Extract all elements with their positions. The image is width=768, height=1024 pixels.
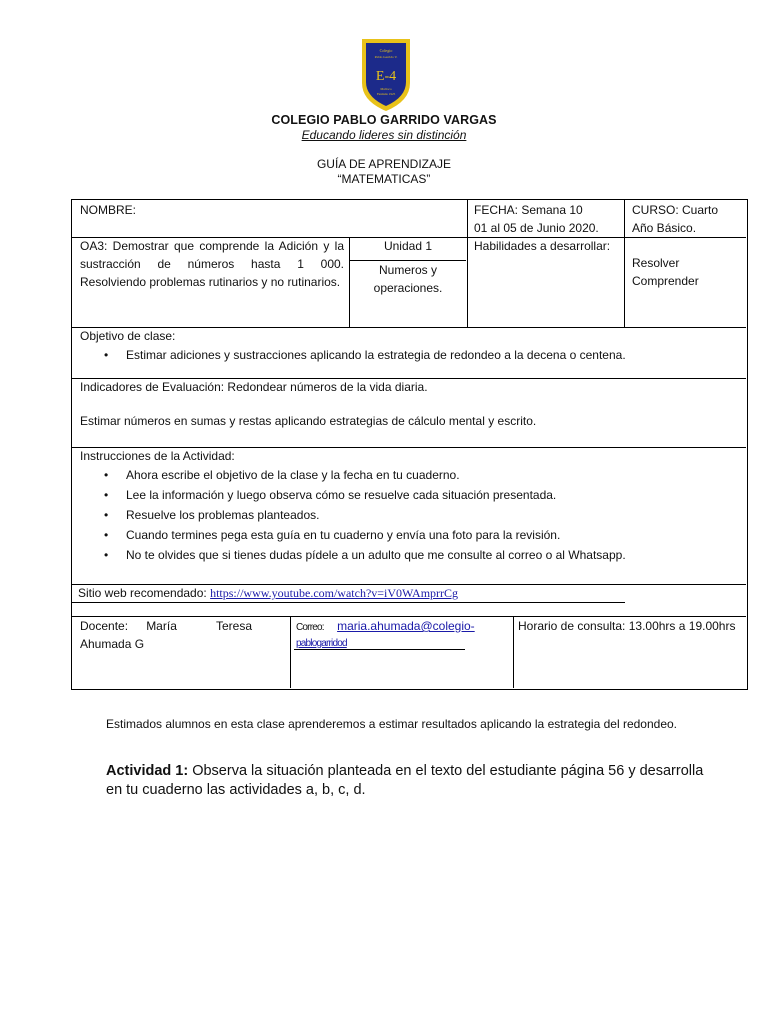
skill-resolver: Resolver bbox=[632, 256, 680, 270]
instruction-item: • Lee la información y luego observa cómo se resuelve cada situación presentada. bbox=[80, 485, 740, 505]
guide-title: GUÍA DE APRENDIZAJE bbox=[316, 157, 452, 171]
course-line-2: Año Básico. bbox=[632, 221, 697, 235]
consultation-schedule: Horario de consulta: 13.00hrs a 19.00hrs bbox=[518, 619, 736, 633]
svg-text:E-4: E-4 bbox=[375, 69, 397, 84]
instruction-item: • No te olvides que si tienes dudas pídele a un adulto que me consulte al correo o al Whatsapp. bbox=[80, 545, 740, 565]
email-link[interactable]: maria.ahumada@colegio- bbox=[337, 619, 475, 633]
teacher-label: Docente: bbox=[80, 619, 129, 633]
website-label: Sitio web recomendado: bbox=[78, 586, 207, 600]
evaluation-indicators bbox=[80, 378, 740, 430]
instructions-label: Instrucciones de la Actividad: bbox=[80, 449, 235, 463]
activity-description: Observa la situación planteada en el texto del estudiante página 56 y desarrolla en tu cuaderno las actividades a, b, c, d. bbox=[106, 763, 704, 798]
learning-objective-oa3: OA3: Demostrar que comprende la Adición y la sustracción de números hasta 1 000. Resolviendo problemas rutinarios y no rutinarios. bbox=[80, 239, 344, 289]
svg-text:Malloco: Malloco bbox=[380, 87, 392, 91]
school-motto: Educando lideres sin distinción bbox=[301, 128, 467, 142]
course-cell bbox=[632, 201, 718, 237]
teacher-cell bbox=[80, 617, 252, 653]
email-label: Correo: bbox=[296, 622, 324, 633]
date-range: 01 al 05 de Junio 2020. bbox=[474, 221, 599, 235]
svg-text:Pablo Garrido V.: Pablo Garrido V. bbox=[374, 55, 398, 59]
youtube-video-link[interactable]: https://www.youtube.com/watch?v=iV0WAmprrCg bbox=[210, 586, 459, 600]
skills-list bbox=[632, 254, 699, 290]
school-name: COLEGIO PABLO GARRIDO VARGAS bbox=[271, 113, 497, 127]
activity-label: Actividad 1: bbox=[106, 763, 189, 779]
course-line-1: CURSO: Cuarto bbox=[632, 203, 719, 217]
date-week: FECHA: Semana 10 bbox=[474, 203, 583, 217]
intro-paragraph: Estimados alumnos en esta clase aprenderemos a estimar resultados aplicando la estrategia del redondeo. bbox=[106, 717, 677, 731]
skills-label: Habilidades a desarrollar: bbox=[474, 239, 611, 253]
unit-name-line-1: Numeros y bbox=[378, 263, 437, 277]
class-objective bbox=[80, 327, 740, 365]
guide-subject: “MATEMATICAS” bbox=[337, 172, 431, 186]
indicator-line-1: Indicadores de Evaluación: Redondear números de la vida diaria. bbox=[80, 380, 428, 394]
activity-instructions bbox=[80, 447, 740, 565]
objective-item: • Estimar adiciones y sustracciones aplicando la estrategia de redondeo a la decena o centena. bbox=[80, 345, 740, 365]
skill-comprender: Comprender bbox=[632, 274, 699, 288]
activity-1 bbox=[106, 762, 706, 800]
teacher-name-first: María Teresa bbox=[146, 619, 252, 633]
email-link-continued[interactable]: pablogarridod bbox=[296, 638, 347, 649]
unit-name-line-2: operaciones. bbox=[373, 281, 443, 295]
instruction-item: • Resuelve los problemas planteados. bbox=[80, 505, 740, 525]
date-cell bbox=[474, 201, 599, 237]
instruction-item: • Ahora escribe el objetivo de la clase y la fecha en tu cuaderno. bbox=[80, 465, 740, 485]
email-cell bbox=[296, 617, 512, 653]
indicator-line-2: Estimar números en sumas y restas aplicando estrategias de cálculo mental y escrito. bbox=[80, 414, 537, 428]
instruction-item: • Cuando termines pega esta guía en tu cuaderno y envía una foto para la revisión. bbox=[80, 525, 740, 545]
unit-name bbox=[350, 261, 466, 297]
school-crest-logo bbox=[360, 37, 412, 113]
unit-label: Unidad 1 bbox=[383, 239, 433, 253]
svg-text:Colegio: Colegio bbox=[379, 48, 393, 53]
teacher-name-last: Ahumada G bbox=[80, 637, 145, 651]
svg-text:Fundado 1925: Fundado 1925 bbox=[376, 92, 396, 96]
name-label: NOMBRE: bbox=[80, 203, 137, 217]
recommended-website bbox=[78, 584, 743, 602]
objective-label: Objetivo de clase: bbox=[80, 329, 176, 343]
